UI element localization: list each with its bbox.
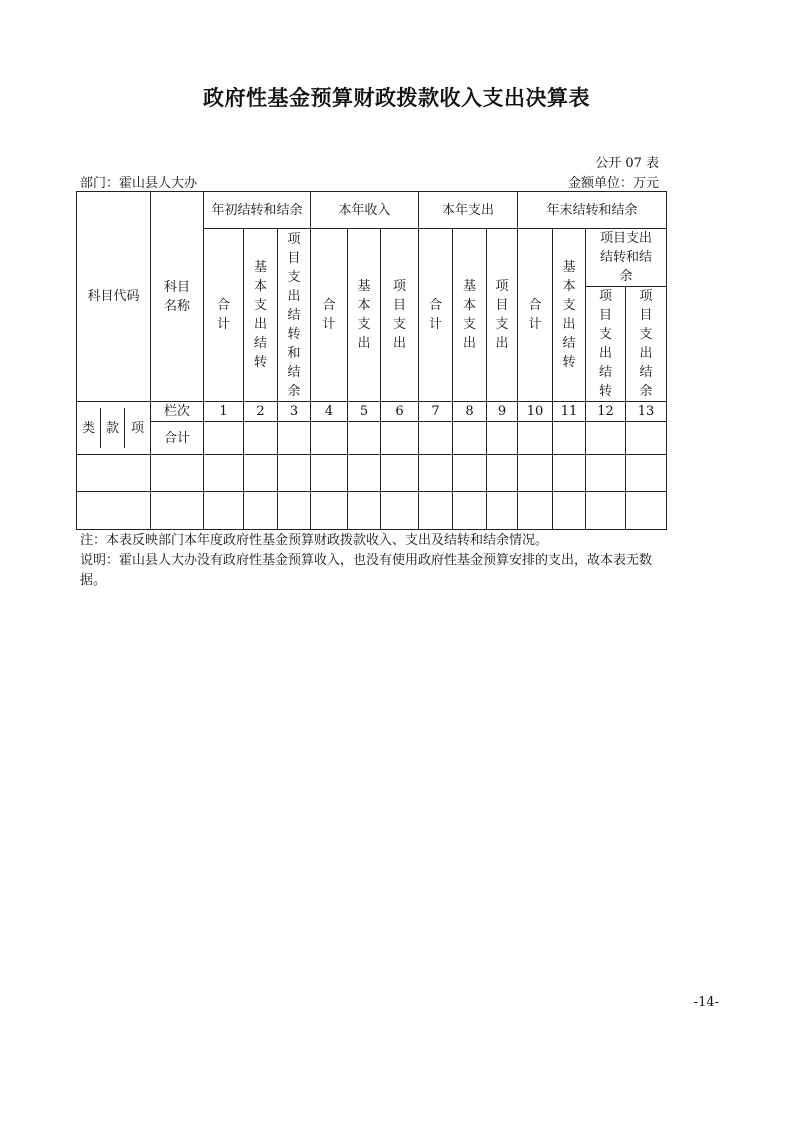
subject-code-header: 科目代码: [77, 192, 151, 402]
table-cell: [77, 492, 151, 530]
closing-project-carry-header: 项目支出结转: [586, 287, 626, 402]
column-number: 6: [381, 402, 419, 422]
table-cell: [204, 455, 244, 492]
column-number: 13: [626, 402, 667, 422]
table-cell: [553, 492, 586, 530]
table-cell: [586, 422, 626, 455]
group-closing-balance: 年末结转和结余: [518, 192, 667, 229]
table-cell: [77, 455, 151, 492]
group-current-expense: 本年支出: [419, 192, 518, 229]
table-cell: [518, 422, 553, 455]
column-number: 12: [586, 402, 626, 422]
table-cell: [278, 455, 311, 492]
table-cell: [553, 455, 586, 492]
column-index-label: 栏次: [151, 402, 204, 422]
column-number: 5: [348, 402, 381, 422]
table-row: [77, 455, 667, 492]
column-number: 4: [311, 402, 348, 422]
table-cell: [626, 422, 667, 455]
table-cell: [204, 492, 244, 530]
closing-basic-carry-header: 基本支出结转: [553, 229, 586, 402]
table-cell: [311, 455, 348, 492]
table-cell: [244, 422, 278, 455]
category-item: 项: [131, 420, 145, 436]
column-number: 3: [278, 402, 311, 422]
table-cell: [626, 455, 667, 492]
table-cell: [453, 455, 487, 492]
table-cell: [311, 422, 348, 455]
table-note: 注：本表反映部门本年度政府性基金预算财政拨款收入、支出及结转和结余情况。: [80, 533, 549, 548]
table-cell: [244, 455, 278, 492]
group-opening-balance: 年初结转和结余: [204, 192, 311, 229]
table-cell: [381, 422, 419, 455]
income-total-header: 合计: [311, 229, 348, 402]
table-cell: [419, 455, 453, 492]
table-cell: [453, 492, 487, 530]
group-current-income: 本年收入: [311, 192, 419, 229]
table-cell: [151, 455, 204, 492]
column-number: 8: [453, 402, 487, 422]
opening-project-carry-header: 项目支出结转和结余: [278, 229, 311, 402]
table-cell: [487, 422, 518, 455]
table-cell: [626, 492, 667, 530]
table-cell: [381, 492, 419, 530]
table-cell: [348, 455, 381, 492]
table-cell: [487, 455, 518, 492]
table-cell: [518, 492, 553, 530]
table-cell: [419, 422, 453, 455]
table-cell: [311, 492, 348, 530]
table-cell: [381, 455, 419, 492]
table-cell: [348, 422, 381, 455]
expense-project-header: 项目支出: [487, 229, 518, 402]
column-number: 1: [204, 402, 244, 422]
column-number: 11: [553, 402, 586, 422]
table-cell: [278, 492, 311, 530]
category-class: 类: [77, 408, 101, 448]
table-row: [77, 492, 667, 530]
table-cell: [586, 455, 626, 492]
column-number: 9: [487, 402, 518, 422]
category-section: 款: [101, 408, 125, 448]
fund-budget-table: [76, 191, 667, 530]
table-cell: [348, 492, 381, 530]
table-cell: [553, 422, 586, 455]
total-row-label: 合计: [151, 422, 204, 455]
department-label: 部门：霍山县人大办: [80, 176, 198, 191]
form-number: 公开 07 表: [595, 156, 659, 171]
table-cell: [419, 492, 453, 530]
unit-label: 金额单位：万元: [567, 176, 659, 191]
income-basic-header: 基本支出: [348, 229, 381, 402]
income-project-header: 项目支出: [381, 229, 419, 402]
opening-total-header: 合计: [204, 229, 244, 402]
table-explanation: 说明：霍山县人大办没有政府性基金预算收入，也没有使用政府性基金预算安排的支出，故本表无数据。: [80, 553, 653, 588]
table-cell: [278, 422, 311, 455]
closing-project-balance-header: 项目支出结余: [626, 287, 667, 402]
expense-total-header: 合计: [419, 229, 453, 402]
page-title: 政府性基金预算财政拨款收入支出决算表: [203, 86, 590, 110]
expense-basic-header: 基本支出: [453, 229, 487, 402]
table-cell: [204, 422, 244, 455]
column-number: 7: [419, 402, 453, 422]
table-cell: [518, 455, 553, 492]
opening-basic-carry-header: 基本支出结转: [244, 229, 278, 402]
category-cells: [77, 402, 151, 455]
column-number: 10: [518, 402, 553, 422]
table-cell: [487, 492, 518, 530]
table-cell: [244, 492, 278, 530]
column-number: 2: [244, 402, 278, 422]
subject-name-header: 科目名称: [151, 192, 204, 402]
table-cell: [453, 422, 487, 455]
closing-project-group-header: 项目支出结转和结余: [586, 229, 667, 287]
closing-total-header: 合计: [518, 229, 553, 402]
table-cell: [151, 492, 204, 530]
table-cell: [586, 492, 626, 530]
page-number: -14-: [693, 995, 719, 1010]
